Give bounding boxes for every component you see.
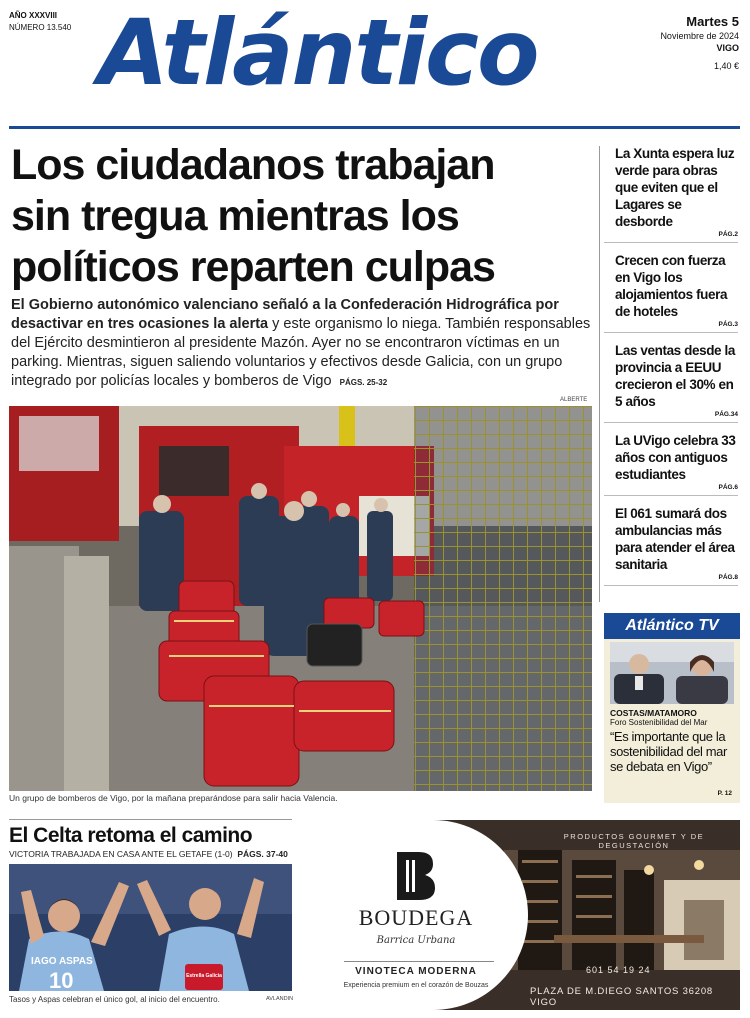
celta-subheadline xyxy=(9,849,288,859)
celta-photo-credit: AVLANDIN xyxy=(266,996,294,1002)
brief-page: PÁG.6 xyxy=(718,484,738,491)
column-divider xyxy=(599,146,600,602)
lead-bold: El Gobierno autonómico valenciano señaló a la Confederación Hidrográfica por desactivar en tres ocasiones la alerta xyxy=(11,297,559,332)
ad-script-text: Barrica Urbana xyxy=(376,935,456,946)
date-block xyxy=(660,14,739,72)
brief-title: La Xunta espera luz verde para obras que eviten que el Lagares se desborde xyxy=(615,146,735,229)
brief-item[interactable] xyxy=(604,429,738,496)
tv-subtitle: Foro Sostenibilidad del Mar xyxy=(610,718,708,727)
headline-line: Los ciudadanos trabajan xyxy=(11,141,495,189)
edition-info xyxy=(9,10,71,34)
tv-header: Atlántico TV xyxy=(604,613,740,639)
ad-brand-name: BOUDEGA xyxy=(358,905,474,930)
date-label: Noviembre de 2024 xyxy=(660,31,739,41)
year-label: AÑO XXXVIII xyxy=(9,11,58,20)
brief-page: PÁG.3 xyxy=(718,321,738,328)
shirt-sponsor: Estrella Galicia xyxy=(186,973,222,979)
day-label: Martes 5 xyxy=(686,14,739,29)
lead-text: y este organismo lo niega. También responsables del Ejército desmintieron al presidente Mazón. Ayer no se encontraron víctimas en un parking. Mientras, siguen saliendo voluntarios y efectivos desde Galicia, con un grupo integrado por policías locales y bomberos de Vigo xyxy=(11,316,591,389)
celta-headline[interactable]: El Celta retoma el camino xyxy=(9,824,253,847)
tv-page: P. 12 xyxy=(717,790,732,797)
ad-top-line: PRODUCTOS GOURMET Y DE DEGUSTACIÓN xyxy=(563,832,705,850)
ad-address: PLAZA DE M.DIEGO SANTOS 36208 VIGO xyxy=(530,986,714,1008)
ad-tagline: Experiencia premium en el corazón de Bouzas xyxy=(343,982,489,989)
section-rule xyxy=(9,819,292,820)
brief-page: PÁG.8 xyxy=(718,574,738,581)
brief-page: PÁG.2 xyxy=(718,231,738,238)
ad-phone[interactable]: 601 54 19 24 xyxy=(586,965,651,975)
tv-video-thumbnail[interactable] xyxy=(610,642,734,704)
headline-line: políticos reparten culpas xyxy=(11,243,495,291)
boudega-advertisement[interactable] xyxy=(304,820,740,1010)
boudega-logo-icon xyxy=(389,850,439,900)
briefs-column xyxy=(604,142,738,592)
shirt-number: 10 xyxy=(49,968,74,991)
issue-number: NÚMERO 13.540 xyxy=(9,23,72,32)
newspaper-logo[interactable]: Atlántico xyxy=(98,1,538,106)
tv-kicker: COSTAS/MATAMORO xyxy=(610,708,697,718)
brief-title: Las ventas desde la provincia a EEUU crecieron el 30% en 5 años xyxy=(615,343,735,409)
brief-title: Crecen con fuerza en Vigo los alojamientos fuera de hoteles xyxy=(615,253,728,319)
shirt-name: IAGO ASPAS xyxy=(31,956,93,967)
brief-item[interactable] xyxy=(604,142,738,243)
brief-item[interactable] xyxy=(604,502,738,586)
lead-paragraph xyxy=(11,296,593,392)
photo-credit: ALBERTE xyxy=(560,397,588,403)
ad-vinoteca: VINOTECA MODERNA xyxy=(355,966,477,977)
city-label: VIGO xyxy=(716,43,739,53)
brief-item[interactable] xyxy=(604,249,738,333)
photo-caption: Un grupo de bomberos de Vigo, por la mañana preparándose para salir hacia Valencia. xyxy=(9,793,338,803)
celta-caption: Tasos y Aspas celebran el único gol, al inicio del encuentro. xyxy=(9,995,220,1004)
headline-line: sin tregua mientras los xyxy=(11,192,459,240)
celta-photo[interactable] xyxy=(9,864,292,991)
brief-item[interactable] xyxy=(604,339,738,423)
price-label: 1,40 € xyxy=(713,61,739,71)
tv-quote: “Es importante que la sostenibilidad del mar se debata en Vigo” xyxy=(610,729,727,774)
celta-pages[interactable]: PÁGS. 37-40 xyxy=(237,849,288,859)
brief-title: El 061 sumará dos ambulancias más para atender el área sanitaria xyxy=(615,506,735,572)
main-photo[interactable] xyxy=(9,406,592,791)
main-headline[interactable] xyxy=(11,140,596,293)
brief-page: PÁG.34 xyxy=(714,411,738,418)
celta-subtitle: VICTORIA TRABAJADA EN CASA ANTE EL GETAFE (1-0) xyxy=(9,849,233,859)
atlantico-tv-box[interactable] xyxy=(604,613,740,803)
ad-divider xyxy=(344,961,494,962)
masthead-rule xyxy=(9,126,740,129)
lead-pages[interactable]: PÁGS. 25-32 xyxy=(339,378,388,387)
brief-title: La UVigo celebra 33 años con antiguos estudiantes xyxy=(615,433,736,482)
